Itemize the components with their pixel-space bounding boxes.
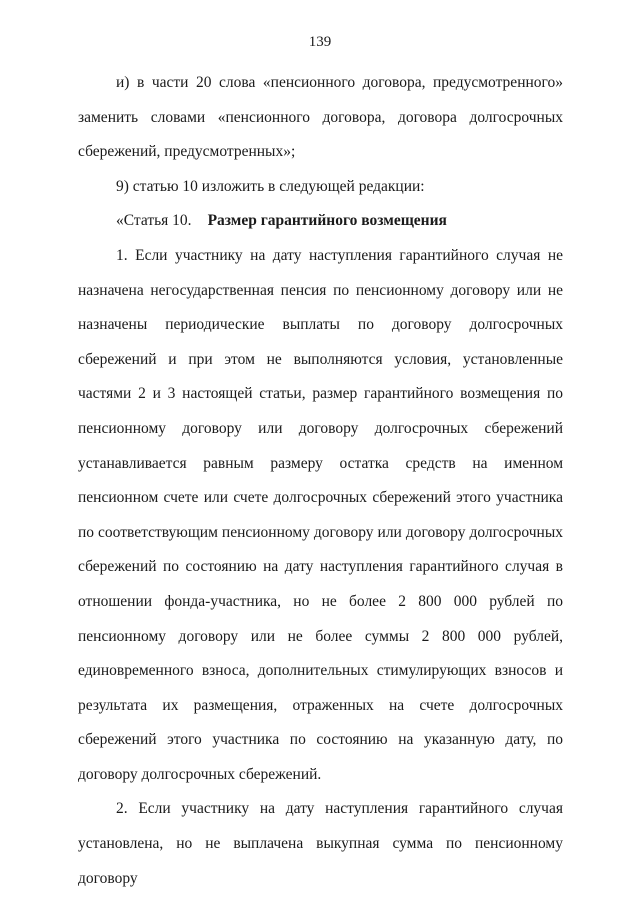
document-body [78,66,563,896]
paragraph-amendment-part-20: и) в части 20 слова «пенсионного договора, предусмотренного» заменить словами «пенсионного договора, договора долгосрочных сбережений, предусмотренных»; [78,74,563,161]
article-title: Размер гарантийного возмещения [207,212,447,230]
page-number: 139 [308,34,332,50]
article-number: «Статья 10. [116,212,192,230]
paragraph-article-10-intro: 9) статью 10 изложить в следующей редакции: [116,177,425,195]
article-heading [78,204,563,239]
paragraph-clause-2: 2. Если участнику на дату наступления гарантийного случая установлена, но не выплачена выкупная сумма по пенсионному договору [78,800,563,887]
paragraph-clause-1: 1. Если участнику на дату наступления гарантийного случая не назначена негосударственная пенсия по пенсионному договору или не назначены периодические выплаты по договору долгосрочных сбережений и при этом не выполняются условия, установленные частями 2 и 3 настоящей статьи, размер гарантийного возмещения по пенсионному договору или договору долгосрочных сбережений устанавливается равным размеру остатка средств на именном пенсионном счете или счете долгосрочных сбережений этого участника по соответствующим пенсионному договору или договору долгосрочных сбережений по состоянию на дату наступления гарантийного случая в отношении фонда-участника, но не более 2 800 000 рублей по пенсионному договору или не более суммы 2 800 000 рублей, единовременного взноса, дополнительных стимулирующих взносов и результата их размещения, отраженных на счете долгосрочных сбережений этого участника по состоянию на указанную дату, по договору долгосрочных сбережений. [78,246,563,783]
